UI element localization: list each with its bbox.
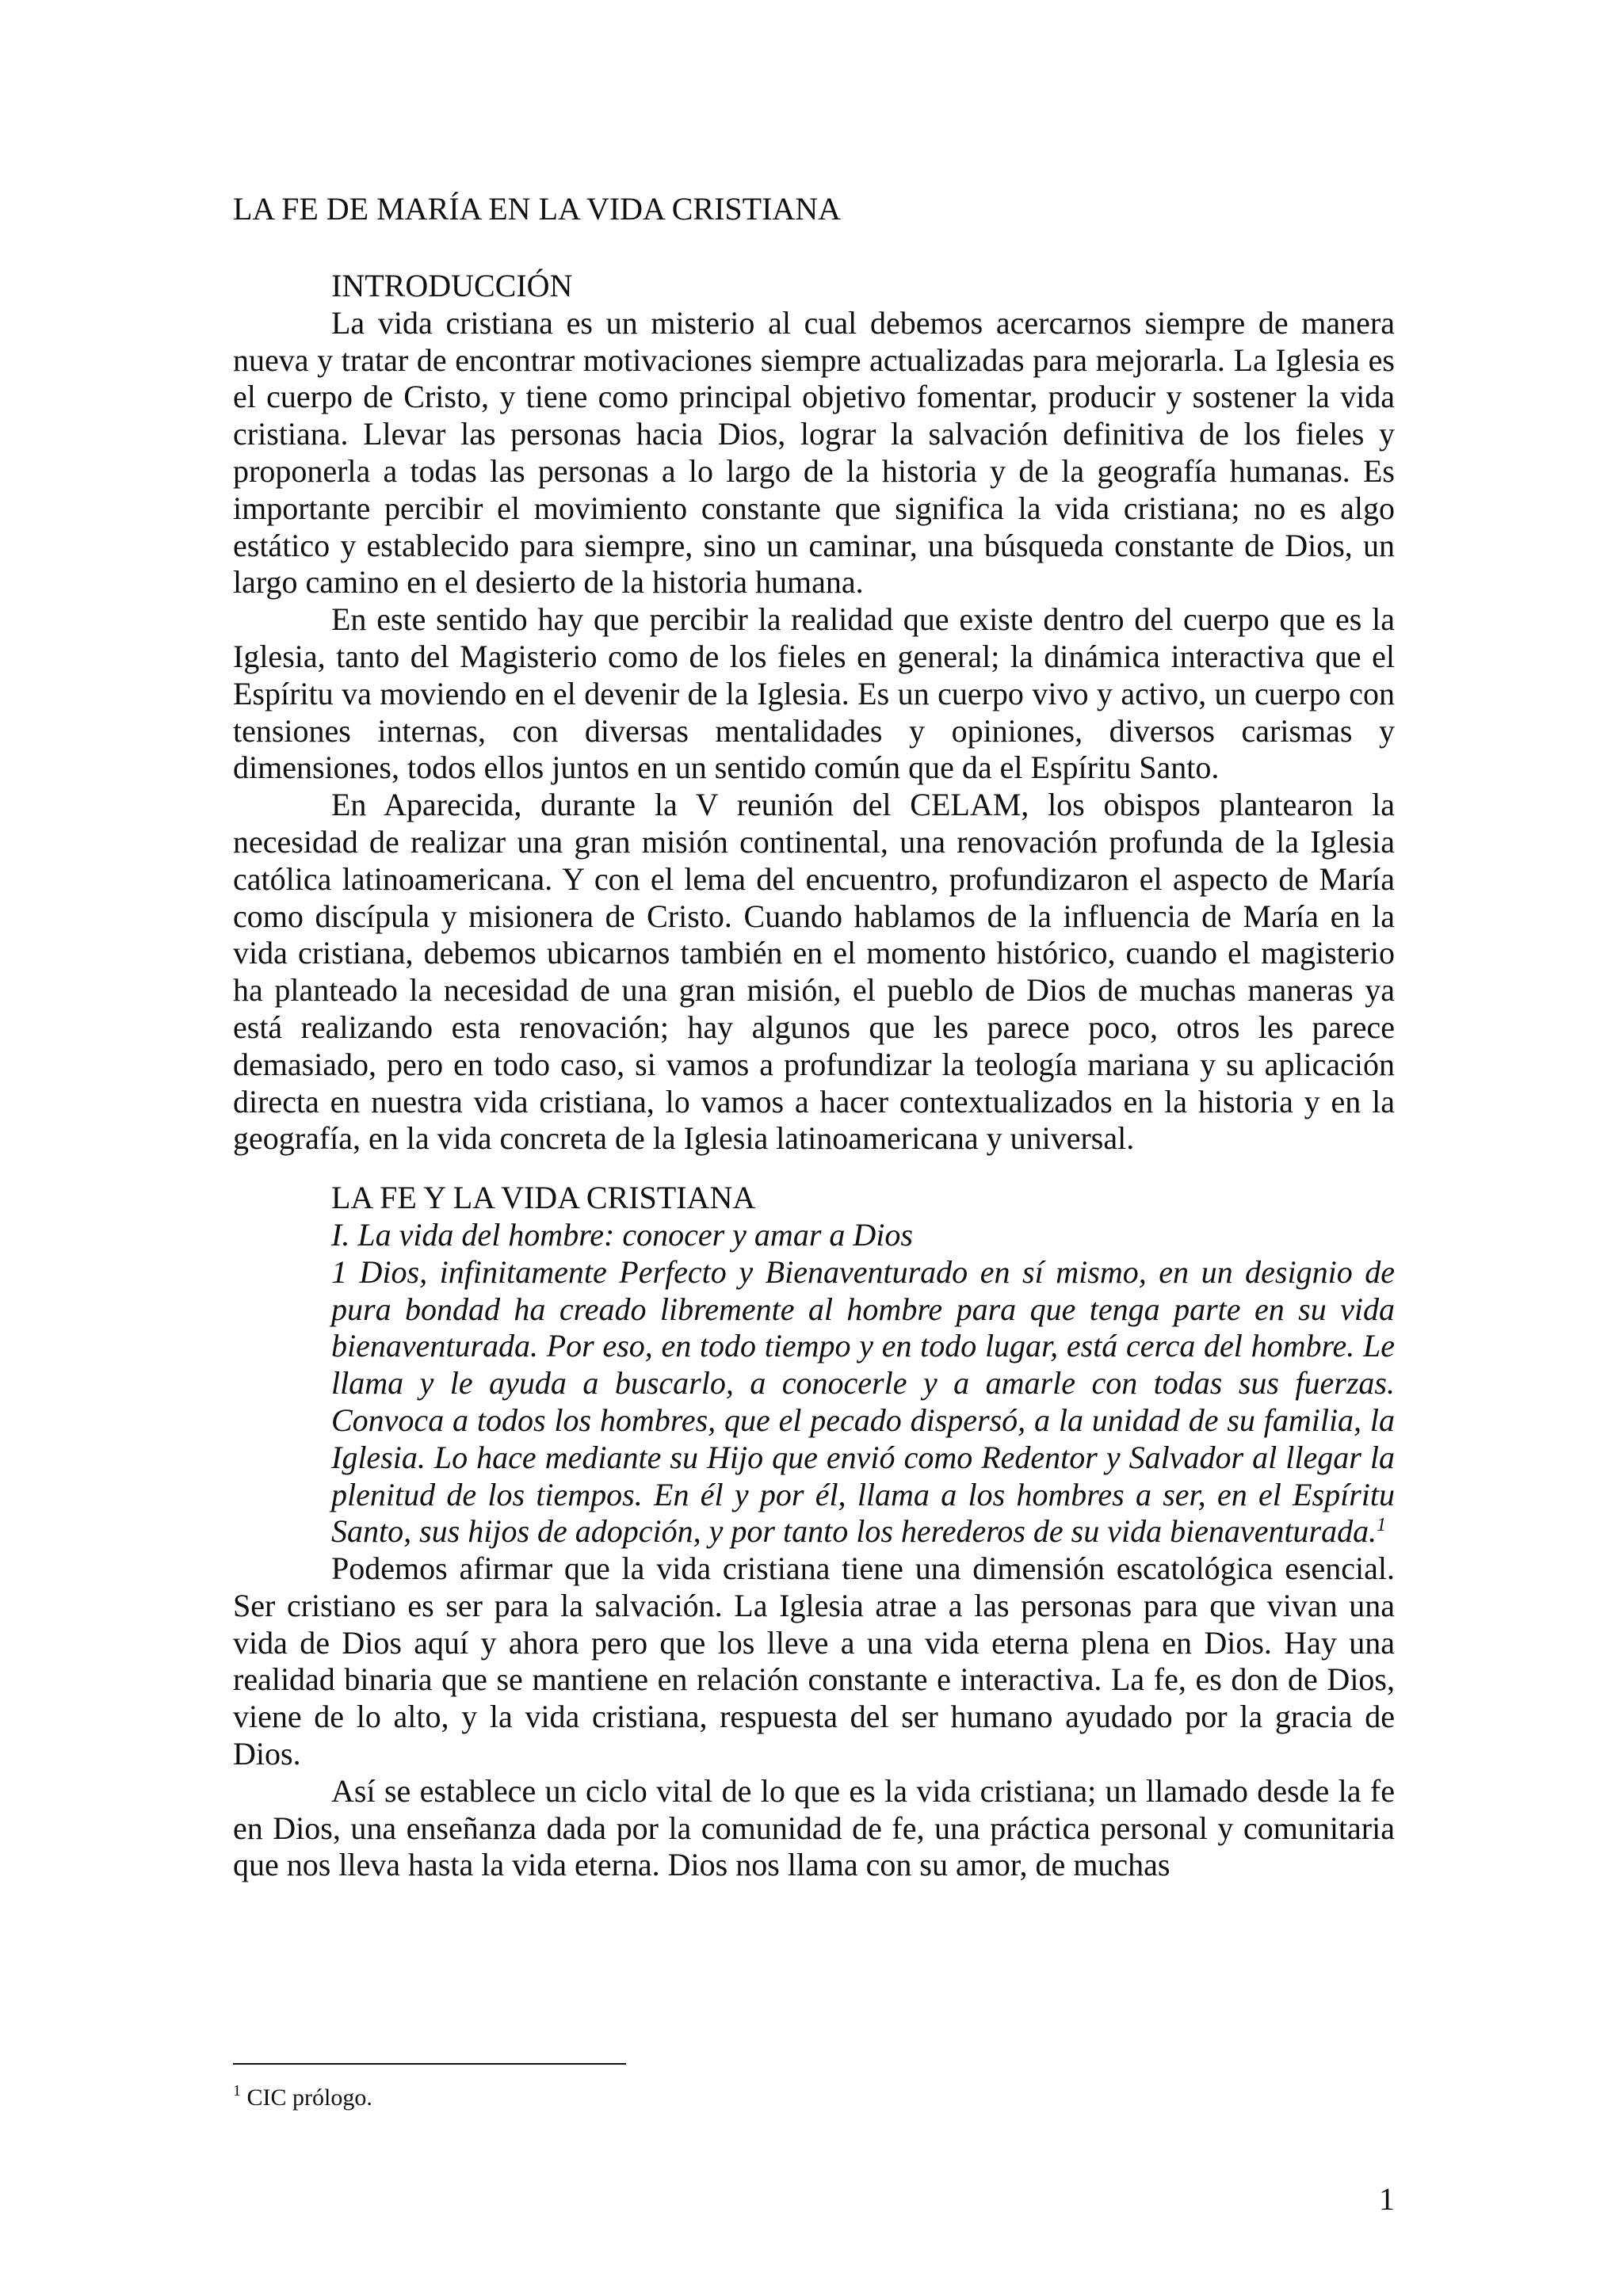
document-page — [233, 0, 1395, 2296]
footnote-text: CIC prólogo. — [246, 2084, 372, 2111]
section-paragraph-1: Podemos afirmar que la vida cristiana tiene una dimensión escatológica esencial. Ser cristiano es ser para la salvación. La Iglesia atrae a las personas para que vivan una vida de Dios aquí y ahora pero que los lleve a una vida eterna plena en Dios. Hay una realidad binaria que se mantiene en relación constante e interactiva. La fe, es don de Dios, viene de lo alto, y la vida cristiana, respuesta del ser humano ayudado por la gracia de Dios. — [233, 1550, 1395, 1772]
footnote-divider — [233, 2063, 626, 2065]
intro-paragraph-2: En este sentido hay que percibir la realidad que existe dentro del cuerpo que es la Iglesia, tanto del Magisterio como de los fieles en general; la dinámica interactiva que el Espíritu va moviendo en el devenir de la Iglesia. Es un cuerpo vivo y activo, un cuerpo con tensiones internas, con diversas mentalidades y opiniones, diversos carismas y dimensiones, todos ellos juntos en un sentido común que da el Espíritu Santo. — [233, 601, 1395, 786]
catechism-quote — [233, 1254, 1395, 1550]
quote-title: I. La vida del hombre: conocer y amar a Dios — [331, 1216, 913, 1253]
footnote-reference[interactable]: 1 — [1377, 1515, 1387, 1536]
intro-paragraph-1: La vida cristiana es un misterio al cual debemos acercarnos siempre de manera nueva y tratar de encontrar motivaciones siempre actualizadas para mejorarla. La Iglesia es el cuerpo de Cristo, y tiene como principal objetivo fomentar, producir y sostener la vida cristiana. Llevar las personas hacia Dios, lograr la salvación definitiva de los fieles y proponerla a todas las personas a lo largo de la historia y de la geografía humanas. Es importante percibir el movimiento constante que significa la vida cristiana; no es algo estático y establecido para siempre, sino un caminar, una búsqueda constante de Dios, un largo camino en el desierto de la historia humana. — [233, 304, 1395, 601]
footnote-mark: 1 — [233, 2082, 241, 2100]
section-spacer — [233, 1158, 1395, 1180]
document-title: LA FE DE MARÍA EN LA VIDA CRISTIANA — [233, 191, 842, 227]
footnote — [233, 2084, 372, 2112]
intro-paragraph-3: En Aparecida, durante la V reunión del CELAM, los obispos plantearon la necesidad de realizar una gran misión continental, una renovación profunda de la Iglesia católica latinoamericana. Y con el lema del encuentro, profundizaron el aspecto de María como discípula y misionera de Cristo. Cuando hablamos de la influencia de María en la vida cristiana, debemos ubicarnos también en el momento histórico, cuando el magisterio ha planteado la necesidad de una gran misión, el pueblo de Dios de muchas maneras ya está realizando esta renovación; hay algunos que les parece poco, otros les parece demasiado, pero en todo caso, si vamos a profundizar la teología mariana y su aplicación directa en nuestra vida cristiana, lo vamos a hacer contextualizados en la historia y en la geografía, en la vida concreta de la Iglesia latinoamericana y universal. — [233, 787, 1395, 1157]
quote-text: 1 Dios, infinitamente Perfecto y Bienaventurado en sí mismo, en un designio de pura bondad ha creado libremente al hombre para que tenga parte en su vida bienaventurada. Por eso, en todo tiempo y en todo lugar, está cerca del hombre. Le llama y le ayuda a buscarlo, a conocerle y a amarle con todas sus fuerzas. Convoca a todos los hombres, que el pecado dispersó, a la unidad de su familia, la Iglesia. Lo hace mediante su Hijo que envió como Redentor y Salvador al llegar la plenitud de los tiempos. En él y por él, llama a los hombres a ser, en el Espíritu Santo, sus hijos de adopción, y por tanto los herederos de su vida bienaventurada. — [331, 1253, 1395, 1550]
page-number: 1 — [1379, 2181, 1395, 2217]
document-body — [233, 268, 1395, 1884]
section-paragraph-2: Así se establece un ciclo vital de lo que es la vida cristiana; un llamado desde la fe en Dios, una enseñanza dada por la comunidad de fe, una práctica personal y comunitaria que nos lleva hasta la vida eterna. Dios nos llama con su amor, de muchas — [233, 1772, 1395, 1883]
section-heading: LA FE Y LA VIDA CRISTIANA — [331, 1180, 756, 1216]
intro-heading: INTRODUCCIÓN — [331, 268, 573, 303]
